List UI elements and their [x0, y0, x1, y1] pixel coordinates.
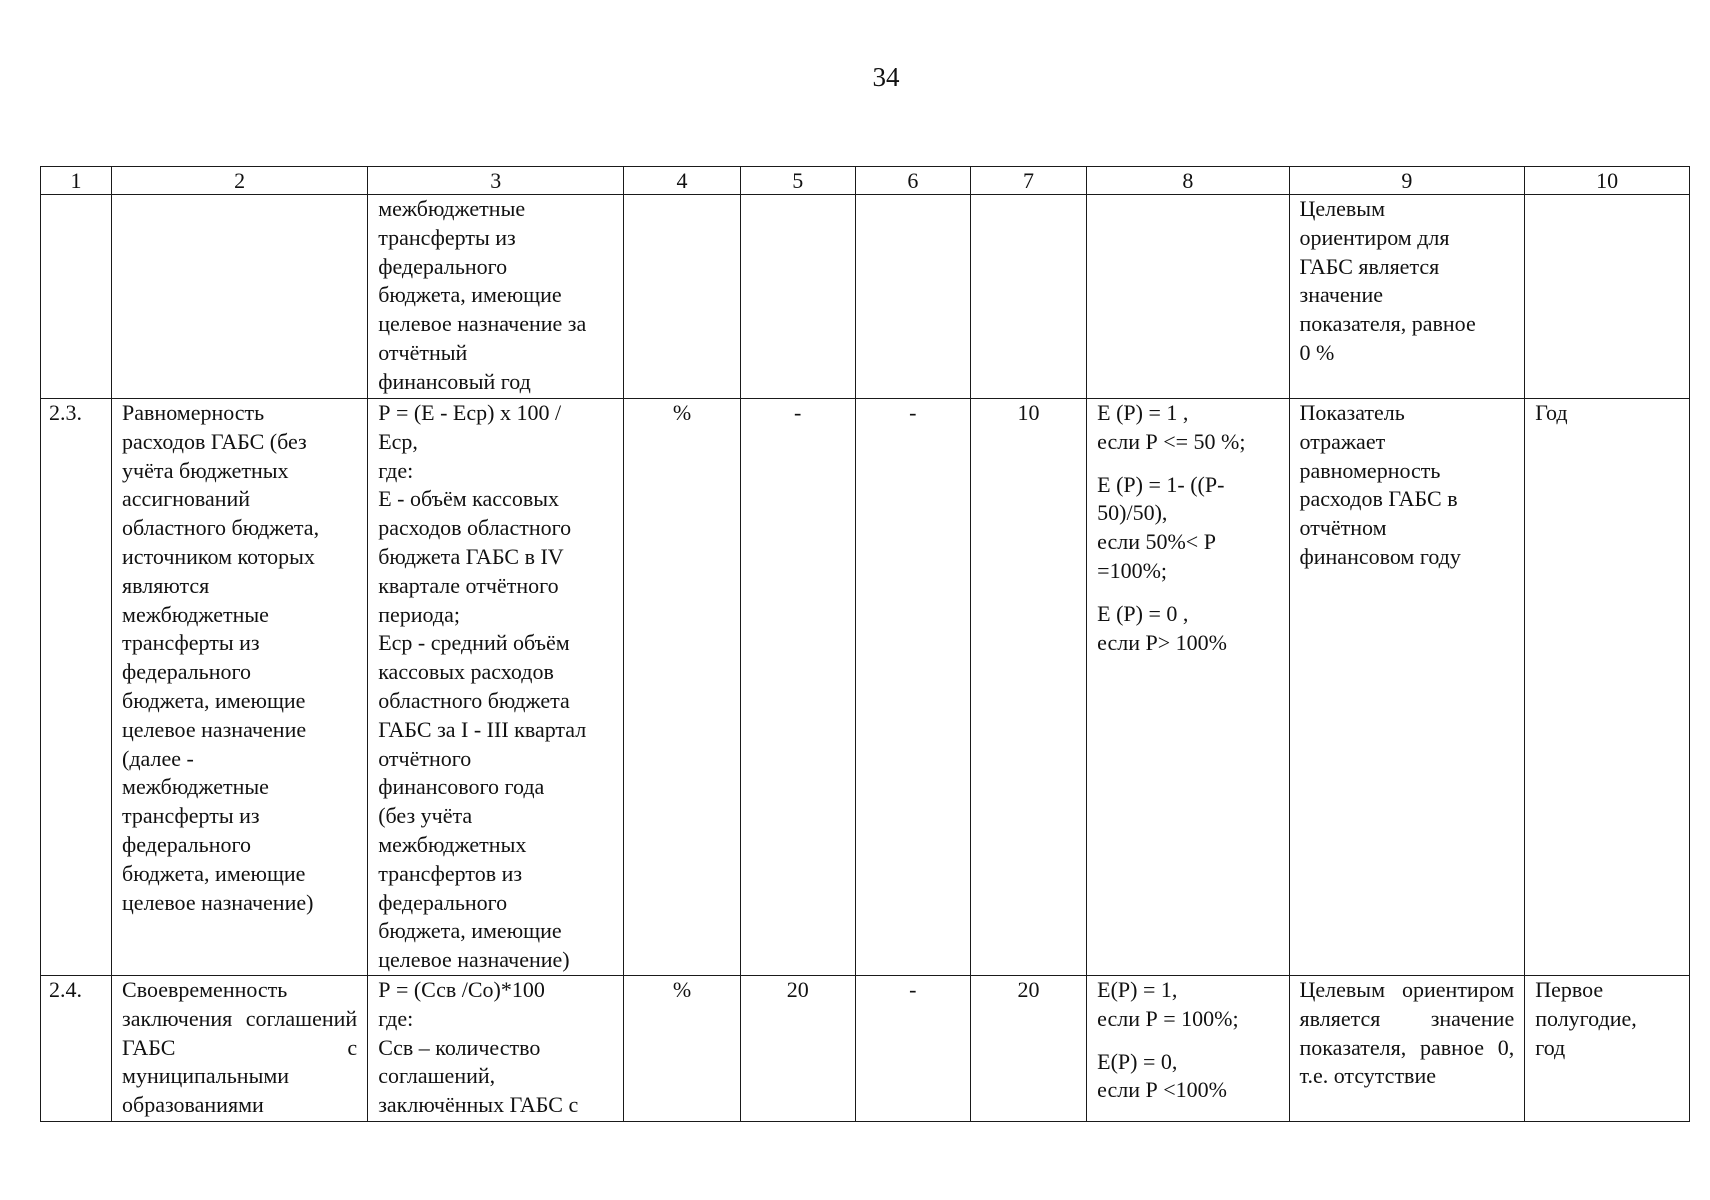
value-cell: - — [855, 975, 970, 1121]
evaluation-rule: E(P) = 0, если Р <100% — [1097, 1048, 1227, 1103]
evaluation-cell — [1087, 399, 1289, 976]
header-cell: 7 — [970, 167, 1086, 195]
cell-empty — [855, 195, 970, 399]
header-cell: 8 — [1087, 167, 1289, 195]
cell-empty — [740, 195, 855, 399]
header-cell: 3 — [368, 167, 624, 195]
value-cell: - — [740, 399, 855, 976]
header-cell: 10 — [1525, 167, 1690, 195]
cell-empty — [1525, 195, 1690, 399]
evaluation-cell — [1087, 975, 1289, 1121]
weight-cell: 10 — [970, 399, 1086, 976]
page-number: 34 — [872, 62, 900, 92]
row-number: 2.3. — [41, 399, 112, 976]
unit-cell: % — [624, 399, 740, 976]
header-cell: 4 — [624, 167, 740, 195]
cell-empty — [624, 195, 740, 399]
formula-cell: Р = (Ссв /Со)*100 где: Ссв – количество соглашений, заключённых ГАБС с — [368, 975, 624, 1121]
indicator-name: Своевременность заключения соглашений ГАБС с муниципальными образованиями — [112, 975, 368, 1121]
row-number: 2.4. — [41, 975, 112, 1121]
comment-cell: Целевым ориентиром для ГАБС является значение показателя, равное 0 % — [1289, 195, 1525, 399]
weight-cell: 20 — [970, 975, 1086, 1121]
header-cell: 5 — [740, 167, 855, 195]
evaluation-rule: E(P) = 1, если Р = 100%; — [1097, 976, 1239, 1031]
unit-cell: % — [624, 975, 740, 1121]
cell-empty — [1087, 195, 1289, 399]
cell-empty — [112, 195, 368, 399]
formula-cell: межбюджетные трансферты из федерального бюджета, имеющие целевое назначение за отчётный финансовый год — [368, 195, 624, 399]
table-row-2-3 — [41, 399, 1690, 976]
header-row — [41, 167, 1690, 195]
header-cell: 9 — [1289, 167, 1525, 195]
evaluation-rule: E (P) = 0 , если Р> 100% — [1097, 600, 1227, 655]
cell-empty — [41, 195, 112, 399]
header-cell: 2 — [112, 167, 368, 195]
header-cell: 1 — [41, 167, 112, 195]
cell-empty — [970, 195, 1086, 399]
period-cell: Год — [1525, 399, 1690, 976]
header-cell: 6 — [855, 167, 970, 195]
evaluation-rule: E (P) = 1- ((P- 50)/50), если 50%< Р =100%; — [1097, 471, 1225, 583]
value-cell: - — [855, 399, 970, 976]
table-row-continuation — [41, 195, 1690, 399]
table-row-2-4 — [41, 975, 1690, 1121]
comment-cell: Показатель отражает равномерность расходов ГАБС в отчётном финансовом году — [1289, 399, 1525, 976]
comment-cell: Целевым ориентиром является значение показателя, равное 0, т.е. отсутствие — [1289, 975, 1525, 1121]
value-cell: 20 — [740, 975, 855, 1121]
formula-cell: Р = (Е - Еср) x 100 / Еср, где: Е - объём кассовых расходов областного бюджета ГАБС в IV квартале отчётного периода; Еср - средний объём кассовых расходов областного бюджета ГАБС за I - III квартал отчётного финансового года (без учёта межбюджетных трансфертов из федерального бюджета, имеющие целевое назначение) — [368, 399, 624, 976]
indicator-name: Равномерность расходов ГАБС (без учёта бюджетных ассигнований областного бюджета, источником которых являются межбюджетные трансферты из федерального бюджета, имеющие целевое назначение (далее - межбюджетные трансферты из федерального бюджета, имеющие целевое назначение) — [112, 399, 368, 976]
period-cell: Первое полугодие, год — [1525, 975, 1690, 1121]
evaluation-rule: E (P) = 1 , если Р <= 50 %; — [1097, 400, 1246, 454]
indicators-table — [40, 166, 1690, 1122]
